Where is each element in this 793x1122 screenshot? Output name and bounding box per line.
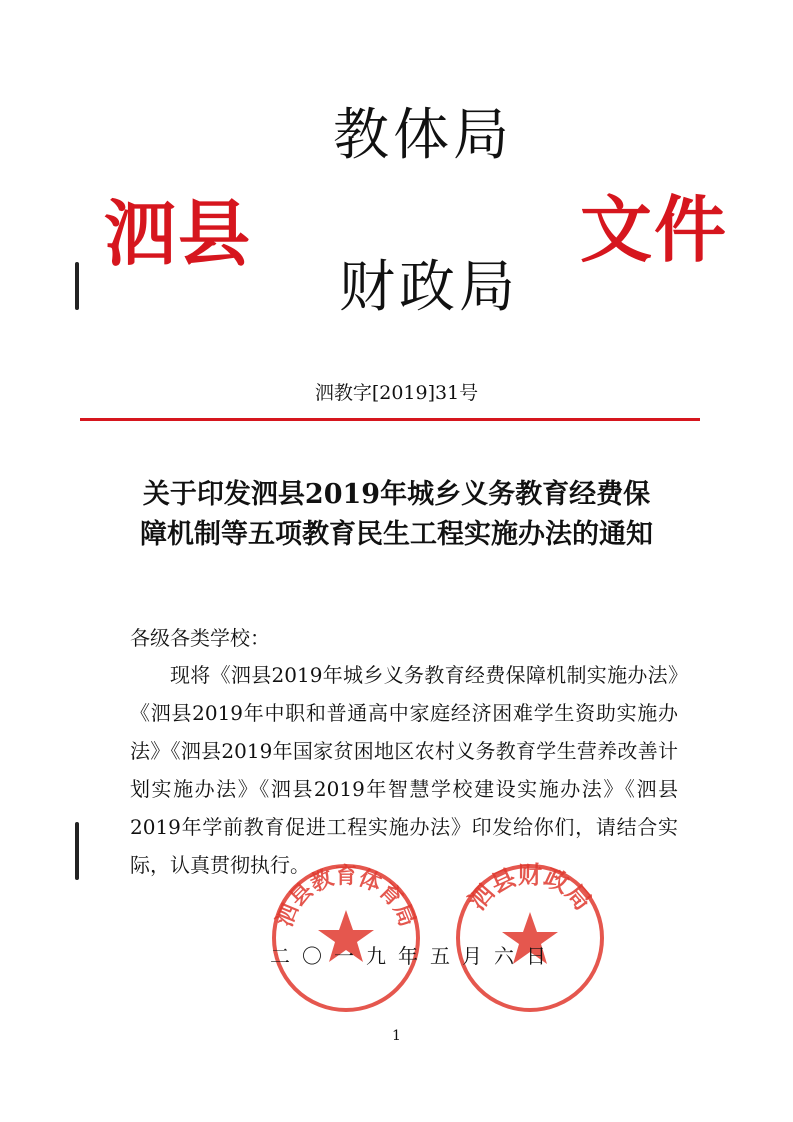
header-doc-type: 文件 — [580, 187, 729, 272]
title-line-2: 障机制等五项教育民生工程实施办法的通知 — [140, 519, 653, 550]
svg-text:泗县财政局 — [463, 861, 597, 915]
title-line-1: 关于印发泗县2019年城乡义务教育经费保 — [142, 479, 651, 510]
red-divider — [80, 418, 700, 421]
header-dept-finance: 财政局 — [339, 255, 519, 320]
seal-education-bureau — [266, 858, 426, 1018]
seal-finance-bureau — [450, 858, 610, 1018]
header-county: 泗县 — [104, 191, 253, 276]
salutation: 各级各类学校： — [130, 626, 270, 650]
seal-right-text: 泗县财政局 — [463, 861, 597, 916]
issue-date: 二〇一九年五月六日 — [270, 944, 558, 968]
body-paragraph: 现将《泗县2019年城乡义务教育经费保障机制实施办法》《泗县2019年中职和普通高中家庭经济困难学生资助实施办法》《泗县2019年国家贫困地区农村义务教育学生营养改善计划实施办法》《泗县2019年智慧学校建设实施办法》《泗县2019年学前教育促进工程实施办法》印发给你们，请结合实际，认真贯彻执行。 — [130, 663, 678, 877]
page-number: 1 — [392, 1028, 401, 1044]
binding-mark — [75, 822, 79, 880]
document-number: 泗教字[2019]31号 — [314, 382, 479, 404]
header-dept-education: 教体局 — [333, 103, 513, 168]
binding-mark — [75, 262, 79, 310]
seal-left-text: 泗县教育体育局 — [272, 864, 420, 931]
